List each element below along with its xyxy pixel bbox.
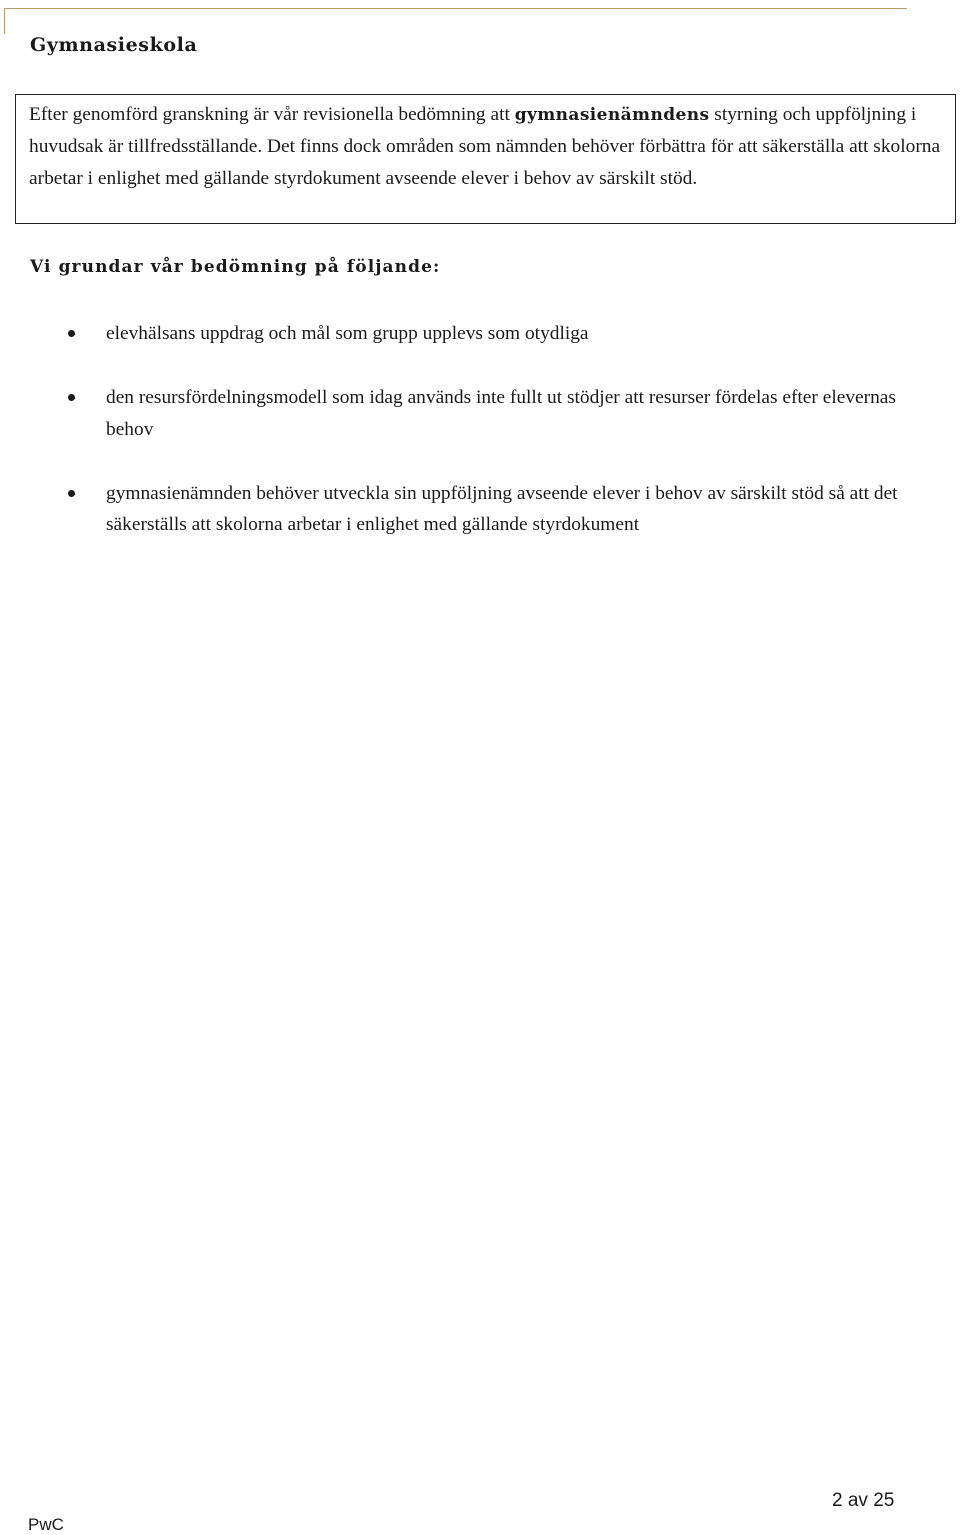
bullet-icon xyxy=(68,490,75,497)
section-title: Gymnasieskola xyxy=(30,34,198,56)
list-item-text: gymnasienämnden behöver utveckla sin uppföljning avseende elever i behov av särskilt stöd så att det säkerställs att skolorna arbetar i enlighet med gällande styrdokument xyxy=(106,482,898,536)
header-corner-rule xyxy=(4,8,907,34)
list-item xyxy=(0,478,960,541)
findings-list xyxy=(0,318,960,540)
summary-highlight: gymnasienämndens xyxy=(514,105,710,125)
summary-text-end: styrning och uppföljning i huvudsak är tillfredsställande. Det finns dock områden som nämnden behöver förbättra för att säkerställa att skolorna arbetar i enlighet med gällande styrdokument avseende elever i behov av särskilt stöd. xyxy=(29,104,941,189)
list-item-text: elevhälsans uppdrag och mål som grupp upplevs som otydliga xyxy=(106,323,589,344)
summary-text-start: Efter genomförd granskning är vår revisionella bedömning att xyxy=(29,104,515,125)
assessment-summary-text xyxy=(29,99,943,194)
company-name: PwC xyxy=(28,1515,64,1534)
bullet-icon xyxy=(68,330,75,337)
page-number: 2 av 25 xyxy=(832,1490,895,1511)
list-item-text: den resursfördelningsmodell som idag används inte fullt ut stödjer att resurser fördelas efter elevernas behov xyxy=(106,387,896,440)
bullet-icon xyxy=(68,394,75,401)
list-item xyxy=(0,318,960,349)
list-item xyxy=(0,382,960,445)
assessment-summary-box xyxy=(15,94,956,224)
findings-heading: Vi grundar vår bedömning på följande: xyxy=(30,257,441,277)
